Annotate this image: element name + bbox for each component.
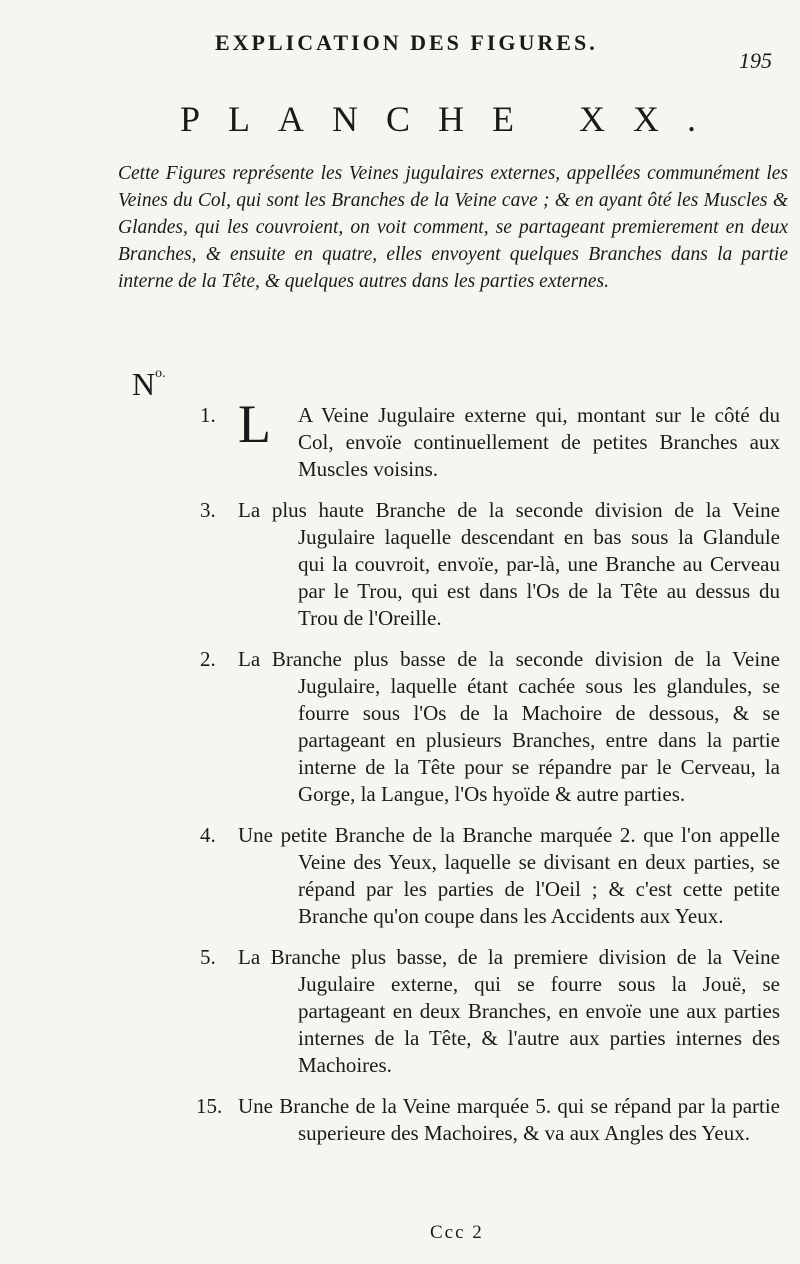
entry-text: A Veine Jugulaire externe qui, montant sur le côté du Col, envoïe continuellement de petites Branches aux Muscles voisins. [298,403,780,481]
entry-number: 5. [200,945,216,969]
entry-number: 4. [200,823,216,847]
page-number: 195 [739,48,772,73]
intro-paragraph: Cette Figures représente les Veines jugulaires externes, appellées communément les Veines du Col, qui sont les Branches de la Veine cave ; & en ayant ôté les Muscles & Glandes, qui les couvroient, on voit comment, se partageant premierement en deux Branches, & ensuite en quatre, elles envoyent quelques Branches dans la partie interne de la Tête, & quelques autres dans les parties externes. [118,163,788,292]
entry-number: 3. [200,498,216,522]
numero-sup: o. [155,366,166,381]
list-item [0,646,780,808]
list-item [0,944,780,1079]
running-head: EXPLICATION DES FIGURES. [215,30,598,55]
list-item [0,497,780,632]
entry-number: 2. [200,647,216,671]
entry-text: Une Branche de la Veine marquée 5. qui se répand par la partie superieure des Machoires, & va aux Angles des Yeux. [238,1094,780,1145]
entry-number: 1. [200,403,216,427]
entry-list [190,394,780,1161]
drop-cap: L [238,394,271,454]
entry-text: La Branche plus basse de la seconde division de la Veine Jugulaire, laquelle étant cachée sous les glandules, se fourre sous l'Os de la Machoire de dessous, & se partageant en plusieurs Branches, entre dans la partie interne de la Tête pour se répandre par le Cerveau, la Gorge, la Langue, l'Os hyoïde & autre parties. [238,647,780,806]
list-item [0,394,780,483]
entry-text: La Branche plus basse, de la premiere division de la Veine Jugulaire externe, qui se fourre sous la Jouë, se partageant en deux Branches, en envoïe une aux parties internes de la Tête, & l'autre aux parties internes des Machoires. [238,945,780,1077]
entry-number: 15. [196,1094,223,1118]
entry-text: Une petite Branche de la Branche marquée 2. que l'on appelle Veine des Yeux, laquelle se divisant en deux parties, se répand par les parties de l'Oeil ; & c'est cette petite Branche qu'on coupe dans les Accidents aux Yeux. [238,823,780,928]
numero-label: N [132,366,156,402]
plate-title: PLANCHE XX. [180,99,725,139]
list-item [0,1093,780,1147]
list-item [0,822,780,930]
numero-marker [132,366,166,403]
signature-mark: Ccc 2 [430,1222,484,1243]
entry-text: La plus haute Branche de la seconde division de la Veine Jugulaire laquelle descendant en bas sous la Glandule qui la couvroit, envoïe, par-là, une Branche au Cerveau par le Trou, qui est dans l'Os de la Tête au dessus du Trou de l'Oreille. [238,498,780,630]
